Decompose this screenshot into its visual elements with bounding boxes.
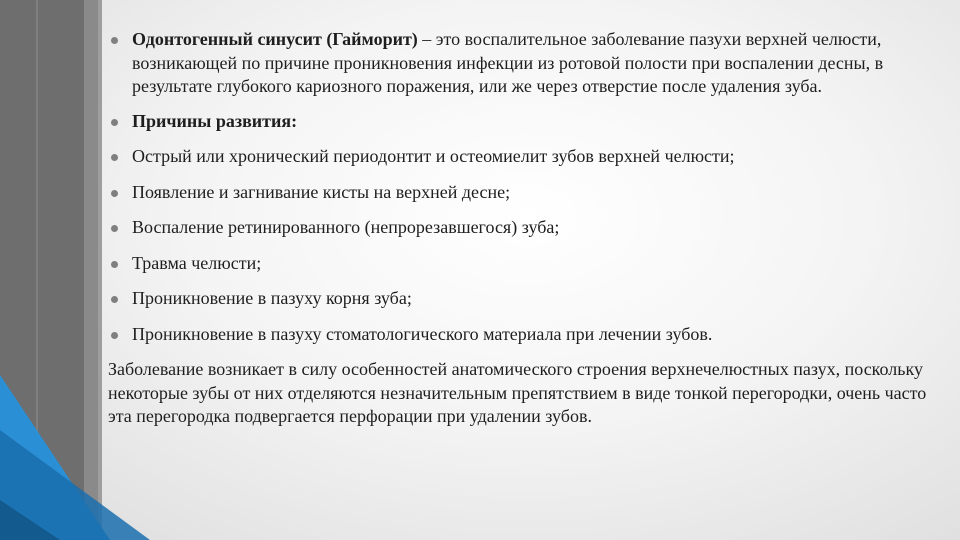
cause-item	[108, 287, 944, 311]
bullet-icon	[111, 225, 118, 232]
causes-heading: Причины развития:	[132, 110, 298, 131]
cause-item	[108, 216, 944, 240]
intro-definition: – это воспалительное заболевание пазухи верхней челюсти, возникающей по причине проникновения инфекции из ротовой полости при воспалении десны, в результате глубокого кариозного поражения, или же через отверстие после удаления зуба.	[132, 29, 884, 96]
cause-text: Травма челюсти;	[132, 252, 262, 273]
bullet-icon	[111, 119, 118, 126]
conclusion-paragraph: Заболевание возникает в силу особенностей анатомического строения верхнечелюстных пазух, поскольку некоторые зубы от них отделяются незначительным препятствием в виде тонкой перегородки, очень часто эта перегородка подвергается перфорации при удалении зубов.	[108, 359, 927, 426]
intro-term: Одонтогенный синусит (Гайморит)	[132, 29, 418, 49]
bullet-icon	[111, 190, 118, 197]
cause-text: Воспаление ретинированного (непрорезавшегося) зуба;	[132, 217, 560, 237]
bullet-icon	[111, 154, 118, 161]
bullet-icon	[111, 37, 118, 44]
causes-heading-bullet	[108, 110, 944, 134]
bullet-icon	[111, 261, 118, 268]
cause-text: Проникновение в пазуху стоматологического материала при лечении зубов.	[132, 323, 713, 344]
bullet-icon	[111, 332, 118, 339]
cause-item	[108, 323, 944, 347]
slide-content	[108, 28, 944, 429]
bullet-list	[108, 28, 944, 346]
cause-text: Появление и загнивание кисты на верхней десне;	[132, 181, 511, 202]
cause-item	[108, 145, 944, 169]
cause-text: Острый или хронический периодонтит и остеомиелит зубов верхней челюсти;	[132, 146, 735, 166]
cause-text: Проникновение в пазуху корня зуба;	[132, 288, 412, 308]
intro-bullet	[108, 28, 944, 99]
cause-item	[108, 181, 944, 205]
bullet-icon	[111, 296, 118, 303]
cause-item	[108, 252, 944, 276]
